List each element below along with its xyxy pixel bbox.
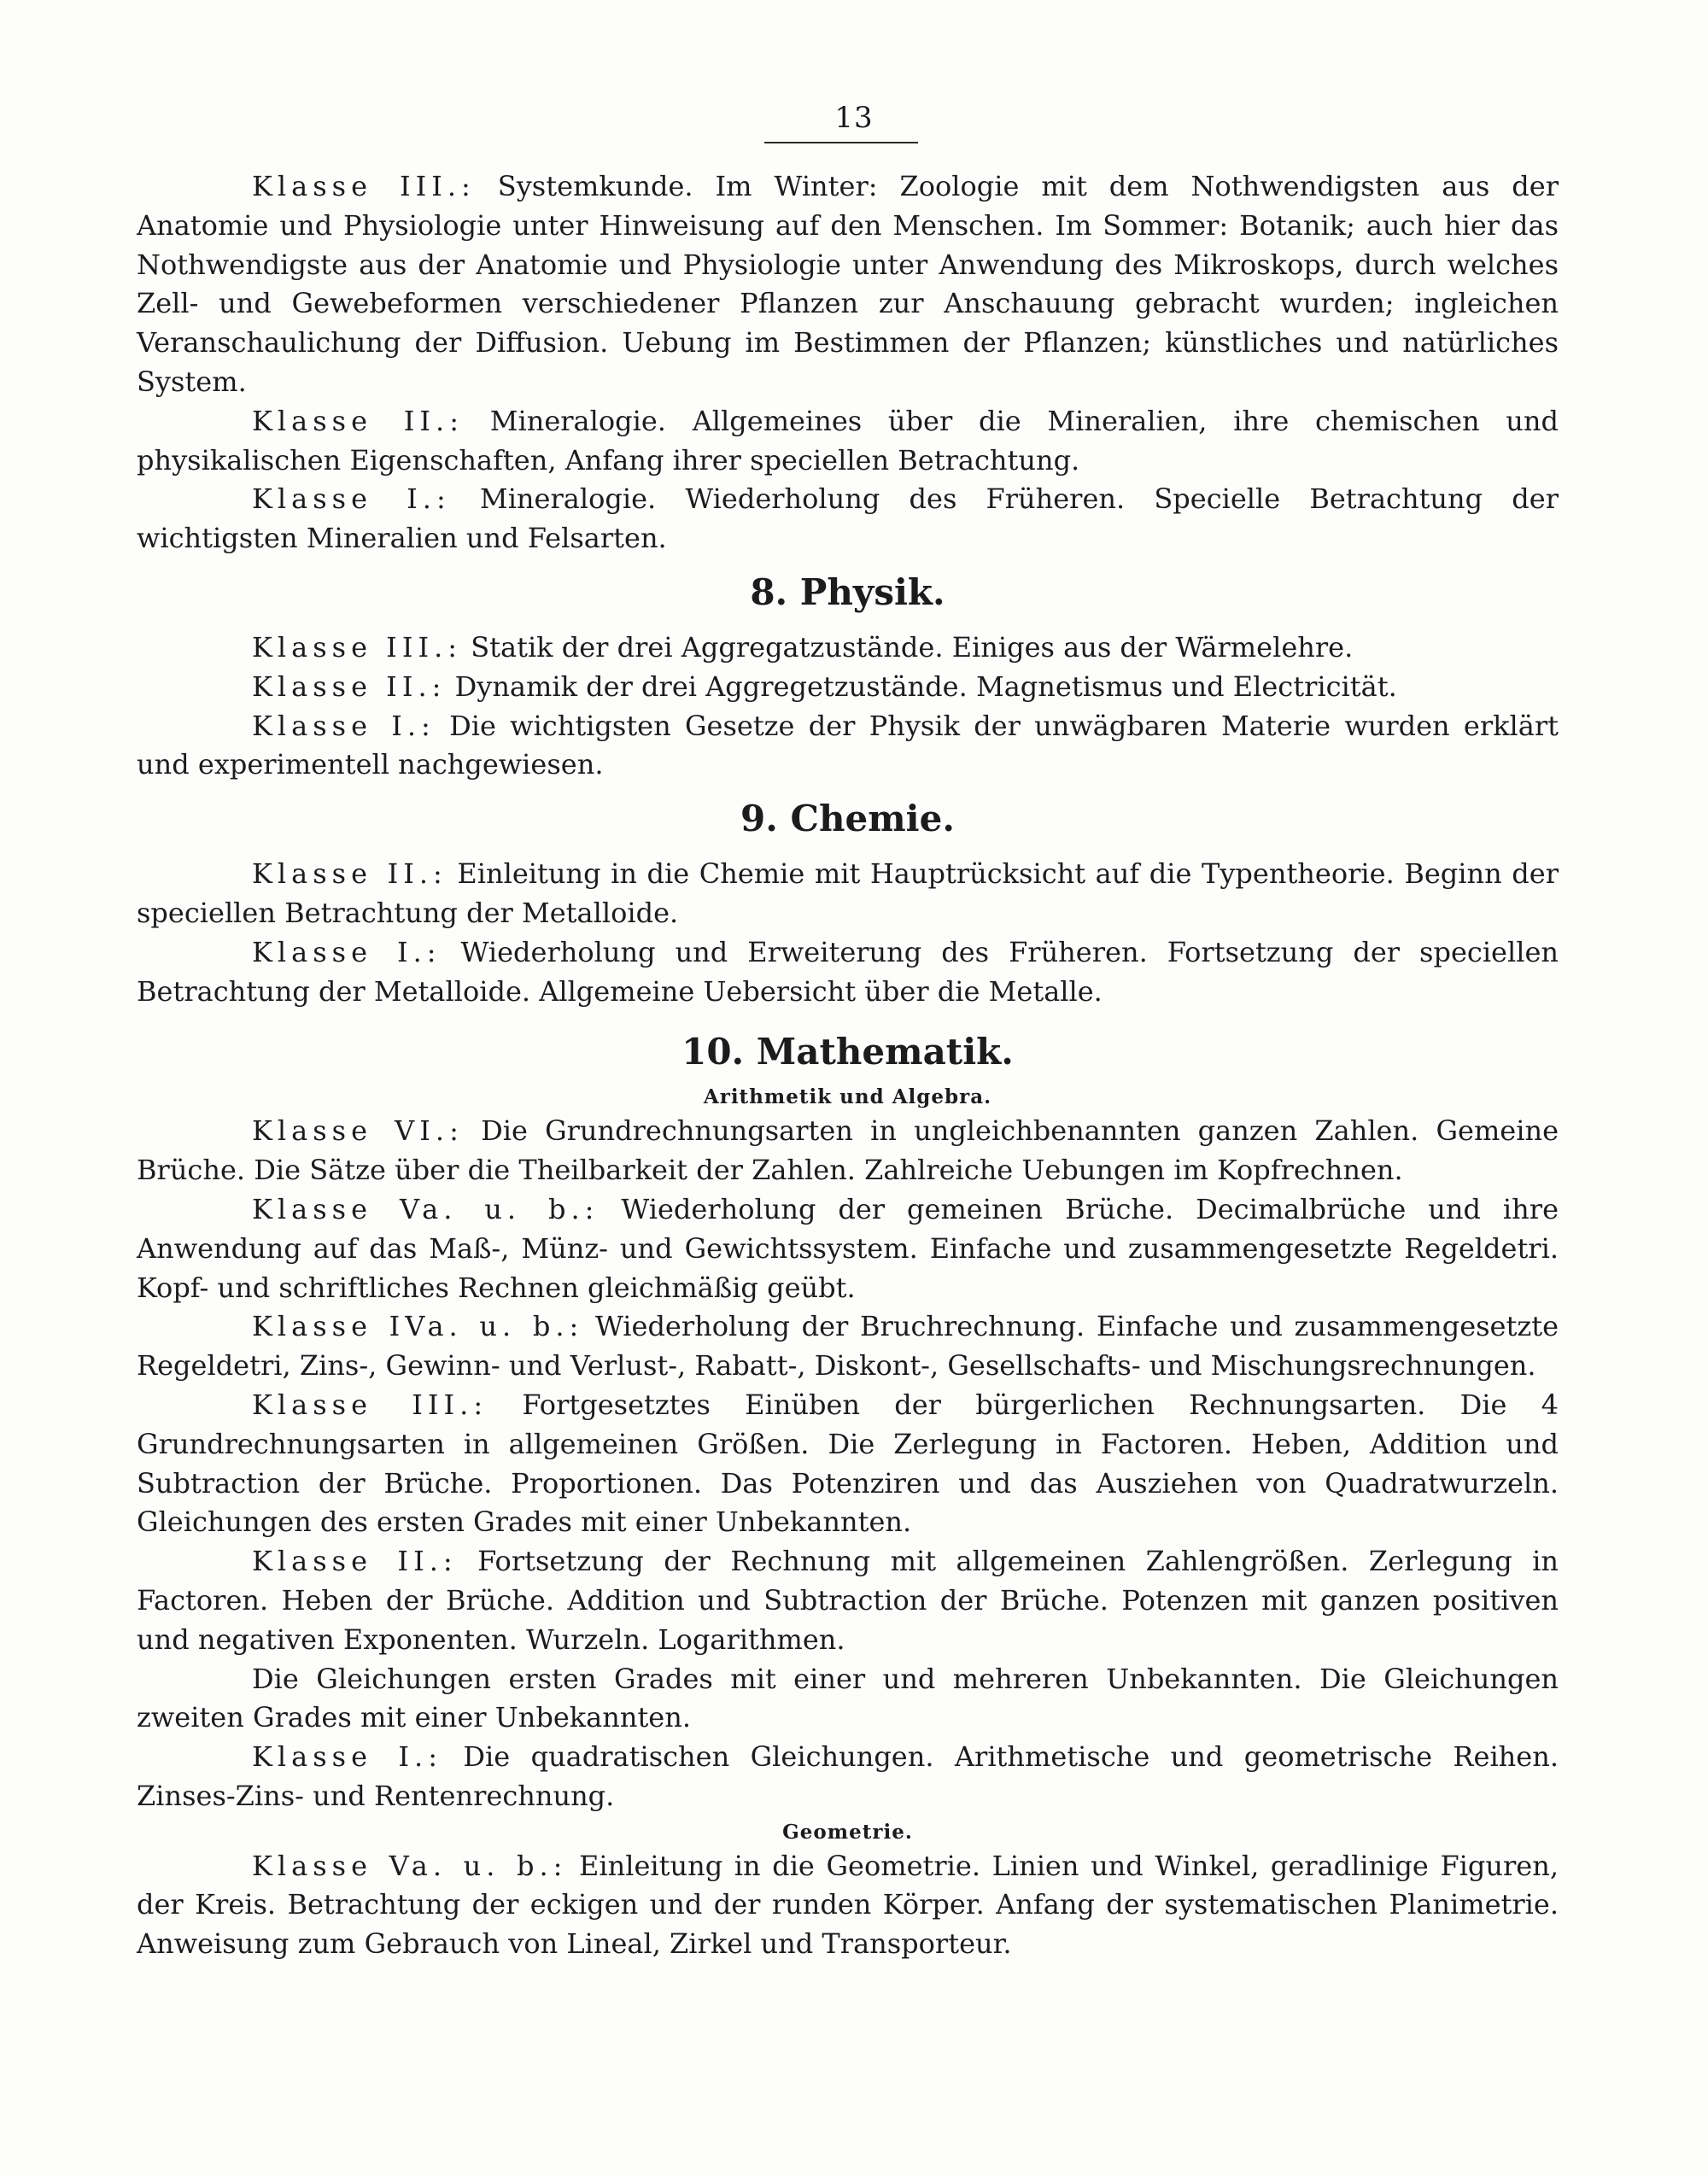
paragraph-text: Mineralogie. Allgemeines über die Mineralien, ihre chemischen und physikalischen Eigenschaften, Anfang ihrer speciellen Betrachtung. [137,404,1559,477]
page-number-rule [764,142,918,143]
klasse-label: Klasse II.: [252,1545,458,1578]
paragraph-text: Einleitung in die Geometrie. Linien und Winkel, geradlinige Figuren, der Kreis. Betrachtung der eckigen und der runden Körper. Anfang der systematischen Planimetrie. Anweisung zum Gebrauch von Lineal, Zirkel und Transporteur. [137,1849,1559,1961]
klasse-label: Klasse I.: [252,1740,442,1774]
paragraph-arithmetik-klasse-4 [137,1307,1559,1386]
paragraph-naturkunde-klasse-2 [137,402,1559,481]
paragraph-physik-klasse-1 [137,707,1559,786]
klasse-label: Klasse Va. u. b.: [252,1849,568,1882]
page-number: 13 [834,101,874,135]
klasse-label: Klasse III.: [252,170,476,202]
klasse-label: Klasse I.: [252,935,442,968]
section-title-chemie: 9. Chemie. [740,798,955,840]
klasse-label: Klasse VI.: [252,1114,464,1148]
paragraph-text: Mineralogie. Wiederholung des Früheren. Specielle Betrachtung der wichtigsten Mineralien und Felsarten. [137,482,1559,555]
paragraph-text: Die wichtigsten Gesetze der Physik der unwägbaren Materie wurden erklärt und experimentell nachgewiesen. [137,709,1559,781]
paragraph-arithmetik-klasse-5 [137,1190,1559,1307]
klasse-label: Klasse I.: [252,482,451,516]
paragraph-text: Dynamik der drei Aggregetzustände. Magnetismus und Electricität. [446,669,1397,703]
paragraph-text: Die Grundrechnungsarten in ungleichbenannten ganzen Zahlen. Gemeine Brüche. Die Sätze über die Theilbarkeit der Zahlen. Zahlreiche Uebungen im Kopfrechnen. [137,1114,1559,1187]
section-title-mathematik: 10. Mathematik. [681,1031,1014,1073]
klasse-label: Klasse III.: [252,1388,488,1421]
paragraph-text: Statik der drei Aggregatzustände. Einiges aus der Wärmelehre. [462,630,1354,664]
paragraph-geometrie-klasse-5 [137,1847,1559,1964]
paragraph-text: Systemkunde. Im Winter: Zoologie mit dem Nothwendigsten aus der Anatomie und Physiologie unter Hinweisung auf den Menschen. Im Sommer: Botanik; auch hier das Nothwendigste aus der Anatomie und Physiologie unter Anwendung des Mikroskops, durch welches Zell- und Gewebeformen verschiedener Pflanzen zur Anschauung gebracht wurden; ingleichen Veranschaulichung der Diffusion. Uebung im Bestimmen der Pflanzen; künstliches und natürliches System. [137,170,1559,398]
klasse-label: Klasse III.: [252,630,463,664]
page-content [137,167,1559,1964]
section-title-physik: 8. Physik. [750,570,945,613]
paragraph-text: Einleitung in die Chemie mit Hauptrücksicht auf die Typentheorie. Beginn der speciellen Betrachtung der Metalloide. [137,857,1559,929]
subtitle-geometrie: Geometrie. [782,1820,913,1844]
paragraph-arithmetik-klasse-6 [137,1112,1559,1190]
paragraph-physik-klasse-3 [137,629,1559,668]
paragraph-text: Fortsetzung der Rechnung mit allgemeinen Zahlengrößen. Zerlegung in Factoren. Heben der Brüche. Addition und Subtraction der Brüche. Potenzen mit ganzen positiven und negativen Exponenten. Wurzeln. Logarithmen. [137,1545,1559,1656]
paragraph-chemie-klasse-1 [137,933,1559,1012]
klasse-label: Klasse II.: [252,404,464,437]
klasse-label: Klasse II.: [252,669,447,703]
klasse-label: Klasse IVa. u. b.: [252,1310,584,1343]
paragraph-arithmetik-klasse-3 [137,1386,1559,1542]
paragraph-arithmetik-klasse-2-gleichungen [137,1660,1559,1739]
paragraph-text: Wiederholung der gemeinen Brüche. Decimalbrüche und ihre Anwendung auf das Maß-, Münz- und Gewichtssystem. Einfache und zusammengesetzte Regeldetri. Kopf- und schriftliches Rechnen gleichmäßig geübt. [137,1192,1559,1304]
paragraph-text: Die Gleichungen ersten Grades mit einer und mehreren Unbekannten. Die Gleichungen zweiten Grades mit einer Unbekannten. [137,1662,1559,1734]
paragraph-text: Die quadratischen Gleichungen. Arithmetische und geometrische Reihen. Zinses-Zins- und Rentenrechnung. [137,1740,1559,1812]
paragraph-naturkunde-klasse-3 [137,167,1559,402]
paragraph-text: Wiederholung und Erweiterung des Früheren. Fortsetzung der speciellen Betrachtung der Metalloide. Allgemeine Uebersicht über die Metalle. [137,935,1559,1008]
klasse-label: Klasse Va. u. b.: [252,1192,600,1225]
klasse-label: Klasse I.: [252,709,436,742]
paragraph-naturkunde-klasse-1 [137,480,1559,558]
paragraph-arithmetik-klasse-1 [137,1738,1559,1816]
subtitle-arithmetik: Arithmetik und Algebra. [703,1085,992,1109]
paragraph-physik-klasse-2 [137,668,1559,707]
paragraph-text: Wiederholung der Bruchrechnung. Einfache und zusammengesetzte Regeldetri, Zins-, Gewinn- und Verlust-, Rabatt-, Diskont-, Gesellschafts- und Mischungsrechnungen. [137,1310,1559,1383]
klasse-label: Klasse II.: [252,857,447,891]
paragraph-text: Fortgesetztes Einüben der bürgerlichen Rechnungsarten. Die 4 Grundrechnungsarten in allgemeinen Größen. Die Zerlegung in Factoren. Heben, Addition und Subtraction der Brüche. Proportionen. Das Potenziren und das Ausziehen von Quadratwurzeln. Gleichungen des ersten Grades mit einer Unbekannten. [137,1388,1559,1539]
paragraph-arithmetik-klasse-2 [137,1542,1559,1659]
paragraph-chemie-klasse-2 [137,855,1559,933]
